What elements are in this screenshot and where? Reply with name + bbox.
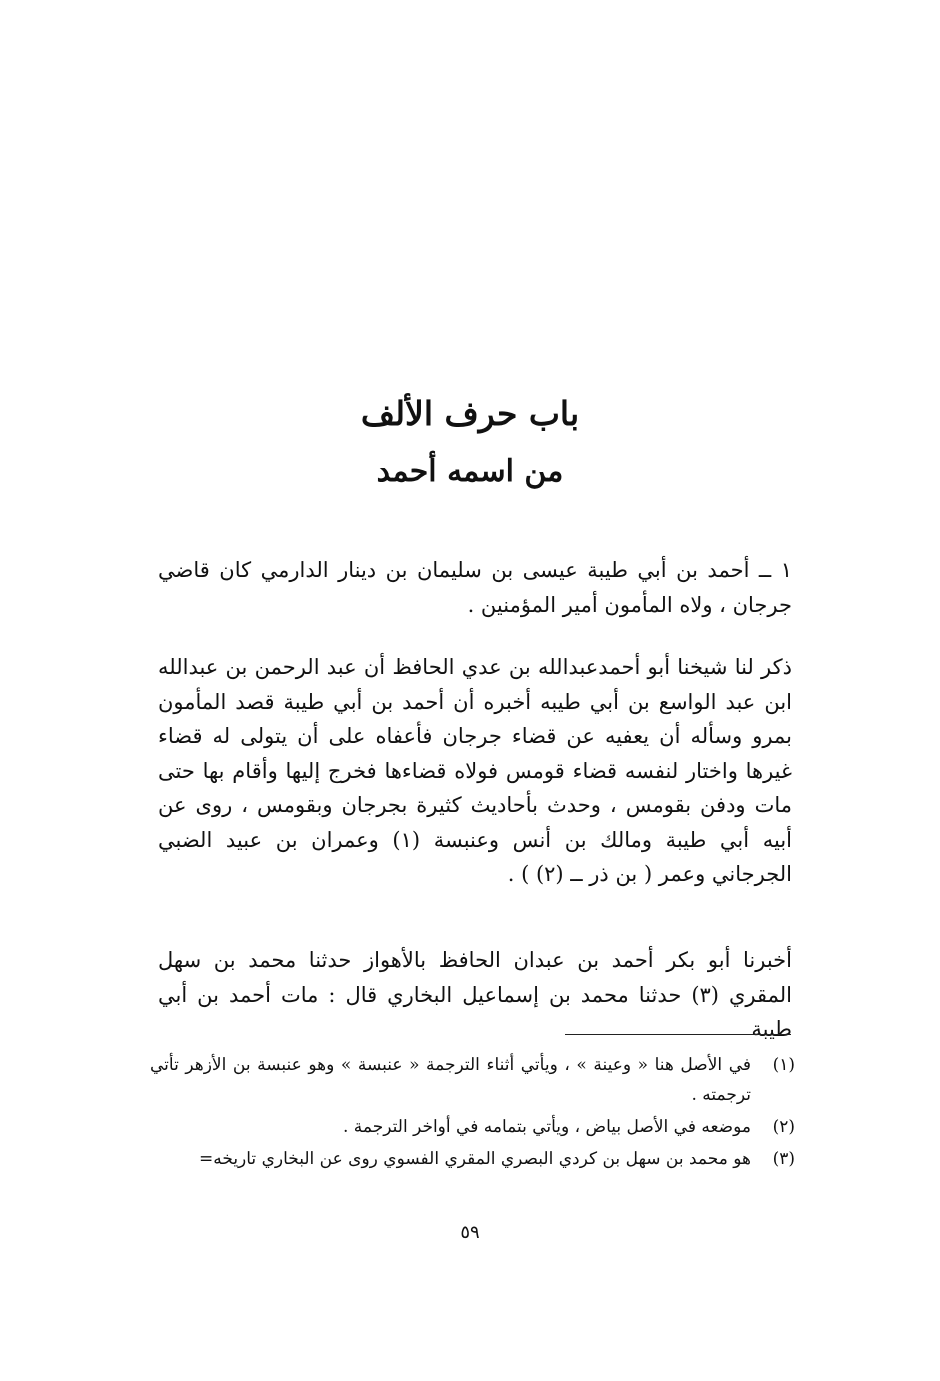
footnote-text: هو محمد بن سهل بن كردي البصري المقري الفسوي روى عن البخاري تاريخه= (198, 1149, 751, 1169)
footnotes (150, 1050, 795, 1176)
footnote-number: (٣) (772, 1149, 795, 1169)
footnote-number: (١) (772, 1055, 795, 1075)
chapter-title: باب حرف الألف (360, 394, 580, 433)
entry-paragraph-1: ١ ــ أحمد بن أبي طيبة عيسى بن سليمان بن دينار الدارمي كان قاضي جرجان ، ولاه المأمون أمير المؤمنين . (158, 558, 792, 617)
footnote (150, 1144, 795, 1174)
footnote-separator (565, 1034, 791, 1035)
section-title: من اسمه أحمد (376, 454, 564, 489)
entry-paragraph-2: ذكر لنا شيخنا أبو أحمدعبدالله بن عدي الحافظ أن عبد الرحمن بن عبدالله ابن عبد الواسع بن أبي طيبه أخبره أن أحمد بن أبي طيبة قصد المأمون بمرو وسأله أن يعفيه عن قضاء جرجان فأعفاه على أن يتولى له قضاء غيرها واختار لنفسه قضاء قومس فولاه قضاءها فخرج إليها وأقام بها حتى مات ودفن بقومس ، وحدث بأحاديث كثيرة بجرجان وبقومس ، روى عن أبيه أبي طيبة ومالك بن أنس وعنبسة (١) وعمران بن عبيد الضبي الجرجاني وعمر ( بن ذر ــ (٢) ) . (158, 655, 792, 886)
footnote-text: في الأصل هنا « وعينة » ، ويأتي أثناء الترجمة « عنبسة » وهو عنبسة بن الأزهر تأتي ترجمته . (150, 1055, 751, 1105)
footnote-text: موضعه في الأصل بياض ، ويأتي بتمامه في أواخر الترجمة . (343, 1117, 751, 1137)
entry-paragraph-3: أخبرنا أبو بكر أحمد بن عبدان الحافظ بالأهواز حدثنا محمد بن سهل المقري (٣) حدثنا محمد بن إسماعيل البخاري قال : مات أحمد بن أبي طيبة (158, 948, 793, 1041)
footnote-number: (٢) (772, 1117, 795, 1137)
footnote (150, 1050, 795, 1110)
page-number: ٥٩ (460, 1222, 480, 1243)
footnote (150, 1112, 795, 1142)
